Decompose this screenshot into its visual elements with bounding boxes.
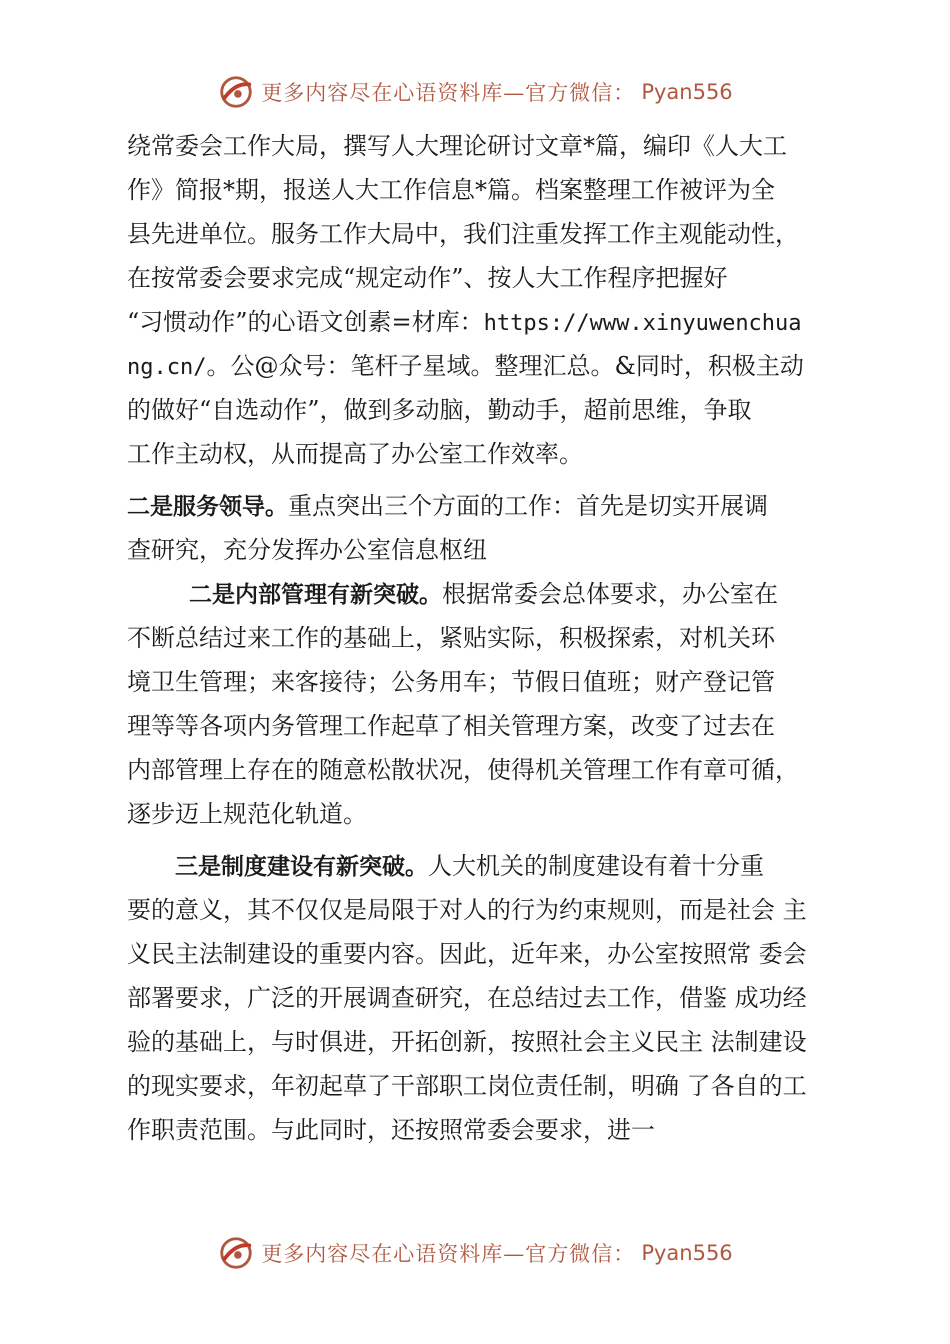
paragraph-4 bbox=[127, 844, 833, 1152]
text-line: 工作主动权，从而提高了办公室工作效率。 bbox=[127, 440, 583, 468]
text-segment: 重点突出三个方面的工作：首先是切实开展调 bbox=[288, 492, 768, 520]
url-text: https://www.xinyuwenchua bbox=[483, 311, 802, 336]
text-line: 内部管理上存在的随意松散状况，使得机关管理工作有章可循， bbox=[127, 756, 799, 784]
watermark-text: 更多内容尽在心语资料库—官方微信： bbox=[261, 81, 636, 105]
text-line: 在按常委会要求完成“规定动作”、按人大工作程序把握好 bbox=[127, 264, 728, 292]
text-line: 的现实要求，年初起草了干部职工岗位责任制，明确 了各自的工 bbox=[127, 1072, 807, 1100]
watermark-text: 更多内容尽在心语资料库—官方微信： bbox=[261, 1242, 636, 1266]
paragraph-2 bbox=[127, 484, 833, 572]
text-line: 境卫生管理；来客接待；公务用车；节假日值班；财产登记管 bbox=[127, 668, 775, 696]
paragraph-heading: 二是服务领导。 bbox=[127, 494, 288, 520]
watermark-wechat-id: Pyan556 bbox=[641, 80, 733, 104]
text-line: 的做好“自选动作”，做到多动脑，勤动手，超前思维，争取 bbox=[127, 396, 752, 424]
paragraph-1 bbox=[127, 124, 833, 476]
text-line: 作》简报*期，报送人大工作信息*篇。档案整理工作被评为全 bbox=[127, 176, 775, 204]
text-segment: 人大机关的制度建设有着十分重 bbox=[428, 852, 764, 880]
text-line: 验的基础上，与时俱进，开拓创新，按照社会主义民主 法制建设 bbox=[127, 1028, 807, 1056]
header-watermark bbox=[0, 72, 950, 112]
xinyu-logo-icon bbox=[217, 73, 255, 111]
text-line bbox=[127, 344, 833, 388]
text-line: 逐步迈上规范化轨道。 bbox=[127, 800, 367, 828]
text-line bbox=[127, 844, 833, 888]
paragraph-heading: 三是制度建设有新突破。 bbox=[175, 854, 428, 880]
paragraph-heading: 二是内部管理有新突破。 bbox=[189, 582, 442, 608]
url-text: ng.cn/ bbox=[127, 355, 207, 380]
paragraph-3 bbox=[127, 572, 833, 836]
text-line: 县先进单位。服务工作大局中，我们注重发挥工作主观能动性， bbox=[127, 220, 799, 248]
watermark-wechat-id: Pyan556 bbox=[641, 1241, 733, 1265]
footer-watermark bbox=[0, 1233, 950, 1273]
text-line bbox=[127, 300, 833, 344]
text-line: 作职责范围。与此同时，还按照常委会要求，进一 bbox=[127, 1116, 655, 1144]
xinyu-logo-icon bbox=[217, 1234, 255, 1272]
text-line bbox=[127, 484, 833, 528]
text-line: 义民主法制建设的重要内容。因此，近年来，办公室按照常 委会 bbox=[127, 940, 807, 968]
text-line: 理等等各项内务管理工作起草了相关管理方案，改变了过去在 bbox=[127, 712, 775, 740]
text-line bbox=[127, 572, 833, 616]
text-segment: 根据常委会总体要求，办公室在 bbox=[442, 580, 778, 608]
text-segment: “习惯动作”的心语文创素=材库： bbox=[127, 308, 484, 336]
text-line: 要的意义，其不仅仅是局限于对人的行为约束规则，而是社会 主 bbox=[127, 896, 807, 924]
text-line: 绕常委会工作大局，撰写人大理论研讨文章*篇，编印《人大工 bbox=[127, 132, 787, 160]
text-line: 部署要求，广泛的开展调查研究，在总结过去工作，借鉴 成功经 bbox=[127, 984, 807, 1012]
text-segment: 。公@众号：笔杆子星域。整理汇总。&同时，积极主动 bbox=[206, 352, 804, 380]
text-line: 查研究，充分发挥办公室信息枢纽 bbox=[127, 536, 487, 564]
document-body bbox=[127, 124, 833, 1152]
text-line: 不断总结过来工作的基础上，紧贴实际，积极探索，对机关环 bbox=[127, 624, 775, 652]
